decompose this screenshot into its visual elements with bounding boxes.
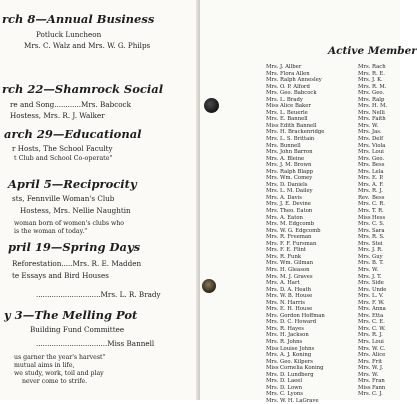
event-detail: Mrs. C. Walz and Mrs. W. G. Philps bbox=[24, 41, 151, 50]
member-name: Etta bbox=[372, 312, 384, 319]
member-name: Loui bbox=[372, 149, 384, 156]
member-name: A. Eaton bbox=[280, 214, 303, 221]
member-title: Mrs. bbox=[358, 371, 371, 378]
member-title: Mrs. bbox=[358, 391, 371, 398]
member-title: Miss bbox=[266, 103, 279, 110]
member-title: Mrs. bbox=[358, 273, 371, 280]
member-name: J. R. bbox=[372, 247, 383, 254]
member-title: Mrs. bbox=[266, 96, 279, 103]
event-detail-text: re and Song bbox=[10, 100, 55, 109]
member-name: Edith Bannell bbox=[280, 122, 317, 129]
member-title: Mrs. bbox=[358, 306, 371, 313]
member-name: E. Bannell bbox=[280, 116, 308, 123]
event-quote: never come to strife. bbox=[22, 378, 88, 385]
member-name: D. C. Howard bbox=[280, 319, 317, 326]
member-title: Mrs. bbox=[266, 208, 279, 215]
member-name: Guy bbox=[372, 253, 383, 260]
event-title: y 3—The Melling Pot bbox=[4, 308, 138, 322]
member-name: Loui bbox=[372, 338, 384, 345]
member-name: A. Hart bbox=[280, 280, 300, 287]
roster-column-2 bbox=[358, 64, 400, 398]
member-name: Fann bbox=[372, 384, 386, 391]
member-entry bbox=[358, 391, 400, 398]
member-name: Louise Johns bbox=[280, 345, 315, 352]
member-name: Rach bbox=[372, 64, 386, 70]
member-name: Geo. bbox=[372, 155, 385, 162]
member-name: Cornelia Koning bbox=[280, 365, 324, 372]
member-name: W. C. bbox=[372, 345, 386, 352]
member-title: Mrs. bbox=[358, 338, 371, 345]
member-title: Mrs. bbox=[358, 293, 371, 300]
member-name: John Barron bbox=[280, 149, 313, 156]
member-title: Mrs. bbox=[266, 168, 279, 175]
event-detail: sts, Fennville Woman's Club bbox=[12, 194, 115, 203]
member-name: R. Funk bbox=[280, 253, 302, 260]
member-title: Mrs. bbox=[266, 371, 279, 378]
member-name: Ralp bbox=[372, 96, 385, 103]
binder-hole-icon bbox=[204, 98, 219, 113]
member-name: R. E. bbox=[372, 70, 385, 77]
member-title: Mrs. bbox=[358, 345, 371, 352]
member-name: Jas. bbox=[372, 129, 382, 136]
member-title: Mrs. bbox=[358, 208, 371, 215]
member-name: C. W. bbox=[372, 325, 386, 332]
event-quote: we study, work, toil and play bbox=[14, 370, 104, 377]
member-title: Mrs. bbox=[266, 306, 279, 313]
member-title: Mrs. bbox=[266, 162, 279, 169]
member-title: Mrs. bbox=[358, 253, 371, 260]
event-quote: is the woman of today." bbox=[14, 228, 88, 235]
member-title: Mrs. bbox=[358, 332, 371, 339]
member-title: Mrs. bbox=[358, 352, 371, 359]
member-name: R. S. bbox=[372, 234, 385, 241]
event-detail: re and Song............Mrs. Babcock bbox=[10, 100, 131, 109]
member-name: M. Edgcomb bbox=[280, 221, 315, 228]
member-title: Mrs. bbox=[358, 188, 371, 195]
member-name: F. W. bbox=[372, 299, 385, 306]
member-name: J. T. bbox=[372, 273, 382, 280]
member-title: Mrs. bbox=[266, 293, 279, 300]
event-detail: Building Fund Committee bbox=[30, 325, 125, 334]
event-presenter: Mrs. R. E. Madden bbox=[72, 259, 142, 268]
member-name: Stei bbox=[372, 240, 383, 247]
member-title: Mrs. bbox=[358, 201, 371, 208]
member-name: W. G. Edgcomb bbox=[280, 227, 321, 234]
member-title: Rev. bbox=[358, 194, 370, 201]
member-name: W. bbox=[372, 371, 379, 378]
event-quote: us garner the year's harvest" bbox=[14, 354, 106, 361]
member-title: Mrs. bbox=[358, 312, 371, 319]
member-name: J. K. bbox=[372, 77, 383, 84]
member-title: Mrs. bbox=[266, 129, 279, 136]
member-title: Mrs. bbox=[266, 384, 279, 391]
member-name: Geo. bbox=[372, 90, 385, 97]
member-name: Bess bbox=[372, 194, 385, 201]
member-title: Mrs. bbox=[266, 181, 279, 188]
member-title: Mrs. bbox=[266, 83, 279, 90]
member-title: Mrs. bbox=[358, 122, 371, 129]
member-title: Mrs. bbox=[266, 234, 279, 241]
member-name: J. E. Devine bbox=[280, 201, 311, 208]
event-quote: mutual aims in life, bbox=[14, 362, 75, 369]
member-name: Ralph Annesley bbox=[280, 77, 322, 84]
event-detail-text: Reforestation bbox=[12, 259, 62, 268]
member-title: Mrs. bbox=[358, 319, 371, 326]
member-name: Geo. Kilpers bbox=[280, 358, 313, 365]
member-name: C. E. bbox=[372, 319, 385, 326]
member-title: Mrs. bbox=[266, 116, 279, 123]
member-name: M. J. Graves bbox=[280, 273, 313, 280]
member-name: C. J. bbox=[372, 391, 383, 398]
member-title: Mrs. bbox=[358, 221, 371, 228]
member-title: Mrs. bbox=[266, 142, 279, 149]
event-detail: Reforestation.....Mrs. R. E. Madden bbox=[12, 259, 142, 268]
member-name: Wm. Comey bbox=[280, 175, 313, 182]
member-title: Mrs. bbox=[358, 378, 371, 385]
member-title: Mrs. bbox=[358, 129, 371, 136]
member-title: Mrs. bbox=[266, 64, 279, 70]
member-title: Mrs. bbox=[266, 358, 279, 365]
member-name: H. M. bbox=[372, 103, 388, 110]
member-name: Sara bbox=[372, 227, 385, 234]
member-name: R. Johns bbox=[280, 338, 303, 345]
member-title: Mrs. bbox=[358, 116, 371, 123]
member-title: Mrs. bbox=[266, 194, 279, 201]
member-title: Mrs. bbox=[358, 266, 371, 273]
member-title: Mrs. bbox=[358, 234, 371, 241]
member-name: Geo. Babcock bbox=[280, 90, 317, 97]
member-name: D. Lown bbox=[280, 384, 303, 391]
member-title: Mrs. bbox=[266, 273, 279, 280]
event-presenter: Mrs. L. R. Brady bbox=[100, 290, 161, 299]
member-title: Mrs. bbox=[266, 201, 279, 208]
member-title: Mrs. bbox=[266, 240, 279, 247]
member-title: Mrs. bbox=[266, 397, 279, 404]
member-name: W. bbox=[372, 122, 379, 129]
member-title: Mrs. bbox=[266, 325, 279, 332]
member-title: Mrs. bbox=[358, 280, 371, 287]
member-name: E. P. bbox=[372, 175, 384, 182]
member-title: Mrs. bbox=[266, 266, 279, 273]
event-detail: .............................Mrs. L. R. Brady bbox=[36, 290, 161, 299]
member-name: R. Freeman bbox=[280, 234, 312, 241]
member-name: F. E. Flint bbox=[280, 247, 307, 254]
member-title: Mrs. bbox=[266, 188, 279, 195]
program-page bbox=[0, 0, 200, 400]
member-title: Mrs. bbox=[358, 96, 371, 103]
member-name: Nelli bbox=[372, 109, 385, 116]
member-name: D. Laeel bbox=[280, 378, 303, 385]
event-quote: woman born of women's clubs who bbox=[14, 220, 125, 227]
event-presenter: Mrs. Babcock bbox=[80, 100, 131, 109]
member-name: Wm. Gilman bbox=[280, 260, 314, 267]
member-name: C. S. bbox=[372, 221, 385, 228]
member-title: Mrs. bbox=[358, 142, 371, 149]
member-name: Unde bbox=[372, 286, 387, 293]
member-title: Mrs. bbox=[358, 286, 371, 293]
member-name: A. Bleine bbox=[280, 155, 305, 162]
member-name: L. M. Dailey bbox=[280, 188, 313, 195]
member-title: Mrs. bbox=[266, 214, 279, 221]
member-title: Mrs. bbox=[266, 312, 279, 319]
member-title: Mrs. bbox=[266, 332, 279, 339]
member-name: Bunnell bbox=[280, 142, 301, 149]
event-detail: Hostess, Mrs. Nellie Naughtin bbox=[20, 206, 131, 215]
member-title: Mrs. bbox=[358, 149, 371, 156]
roster-title: Active Member bbox=[328, 45, 417, 57]
member-title: Mrs. bbox=[266, 352, 279, 359]
member-title: Mrs. bbox=[266, 338, 279, 345]
member-name: W. H. LaGrave bbox=[280, 397, 319, 404]
program-list bbox=[0, 0, 196, 400]
member-name: T. R. bbox=[372, 208, 384, 215]
member-title: Mrs. bbox=[266, 260, 279, 267]
member-title: Mrs. bbox=[358, 90, 371, 97]
event-title: pril 19—Spring Days bbox=[8, 240, 141, 254]
member-entry bbox=[266, 398, 325, 404]
member-name: Anna bbox=[372, 306, 386, 313]
member-title: Mrs. bbox=[358, 175, 371, 182]
member-name: Ralph Blapp bbox=[280, 168, 313, 175]
event-detail: t Club and School Co-operate" bbox=[14, 154, 113, 162]
member-name: D. Daniels bbox=[280, 181, 308, 188]
member-title: Mrs. bbox=[358, 365, 371, 372]
member-title: Mrs. bbox=[358, 325, 371, 332]
member-title: Mrs. bbox=[358, 64, 371, 70]
member-title: Mrs. bbox=[358, 181, 371, 188]
roster-column-1 bbox=[266, 64, 325, 404]
member-name: H. Brackenridge bbox=[280, 129, 325, 136]
member-name: H. Jackson bbox=[280, 332, 309, 339]
event-detail: Hostess, Mrs. R. J. Walker bbox=[10, 111, 105, 120]
member-title: Miss bbox=[358, 384, 371, 391]
member-name: L. S. Brittain bbox=[280, 136, 315, 143]
member-name: O. P. Alford bbox=[280, 83, 310, 90]
member-name: Theo. Eaton bbox=[280, 208, 313, 215]
member-title: Mrs. bbox=[266, 90, 279, 97]
member-name: E. H. House bbox=[280, 306, 313, 313]
member-title: Mrs. bbox=[266, 319, 279, 326]
event-detail: te Essays and Bird Houses bbox=[12, 271, 109, 280]
member-title: Mrs. bbox=[358, 227, 371, 234]
member-title: Mrs. bbox=[266, 175, 279, 182]
member-title: Mrs. bbox=[358, 83, 371, 90]
event-detail: ................................Miss Bannell bbox=[36, 339, 155, 348]
member-title: Mrs. bbox=[358, 260, 371, 267]
member-title: Mrs. bbox=[266, 391, 279, 398]
member-title: Mrs. bbox=[358, 103, 371, 110]
member-title: Mrs. bbox=[266, 149, 279, 156]
member-title: Mrs. bbox=[266, 247, 279, 254]
event-title: rch 8—Annual Business bbox=[2, 12, 155, 26]
member-title: Mrs. bbox=[266, 253, 279, 260]
member-title: Mrs. bbox=[266, 221, 279, 228]
member-name: Frit bbox=[372, 358, 383, 365]
member-title: Mrs. bbox=[266, 227, 279, 234]
member-name: W. bbox=[372, 266, 379, 273]
member-name: J. M. Brown bbox=[280, 162, 312, 169]
member-name: D. A. Heath bbox=[280, 286, 312, 293]
member-title: Mrs. bbox=[358, 155, 371, 162]
member-title: Mrs. bbox=[266, 286, 279, 293]
member-title: Mrs. bbox=[358, 136, 371, 143]
member-title: Miss bbox=[358, 214, 371, 221]
member-title: Mrs. bbox=[266, 280, 279, 287]
member-name: Delf bbox=[372, 136, 384, 143]
member-title: Mrs. bbox=[266, 70, 279, 77]
member-name: J. Allber bbox=[280, 64, 302, 70]
member-name: C. R. bbox=[372, 201, 385, 208]
member-title: Mrs. bbox=[358, 247, 371, 254]
member-name: H. Gleason bbox=[280, 266, 310, 273]
member-title: Mrs. bbox=[358, 109, 371, 116]
member-name: Faith bbox=[372, 116, 386, 123]
member-title: Mrs. bbox=[266, 155, 279, 162]
event-presenter: Miss Bannell bbox=[107, 339, 155, 348]
member-title: Mrs. bbox=[266, 378, 279, 385]
member-name: Bess bbox=[372, 162, 385, 169]
member-name: R. J. bbox=[372, 332, 383, 339]
member-title: Mrs. bbox=[358, 358, 371, 365]
event-detail: r Hosts, The School Faculty bbox=[12, 144, 113, 153]
member-name: B. T. bbox=[372, 260, 384, 267]
member-name: L. Brady bbox=[280, 96, 303, 103]
member-name: D. Lundberg bbox=[280, 371, 314, 378]
member-title: Miss bbox=[266, 122, 279, 129]
member-title: Mrs. bbox=[358, 162, 371, 169]
member-title: Mrs. bbox=[358, 168, 371, 175]
member-name: A. Davis bbox=[280, 194, 303, 201]
member-name: Alice bbox=[372, 352, 386, 359]
member-name: R. Hayes bbox=[280, 325, 304, 332]
member-name: R. J. bbox=[372, 188, 383, 195]
member-name: Lela bbox=[372, 168, 384, 175]
member-name: L. Beuerle bbox=[280, 109, 308, 116]
member-title: Mrs. bbox=[358, 299, 371, 306]
member-name: Fran bbox=[372, 378, 385, 385]
member-name: W. J. bbox=[372, 365, 384, 372]
member-name: W. B. House bbox=[280, 293, 313, 300]
member-title: Mrs. bbox=[358, 70, 371, 77]
member-name: Flora Allen bbox=[280, 70, 310, 77]
member-title: Mrs. bbox=[358, 77, 371, 84]
member-title: Mrs. bbox=[266, 299, 279, 306]
member-name: A. F. bbox=[372, 181, 384, 188]
member-name: Side bbox=[372, 280, 384, 287]
member-name: Viola bbox=[372, 142, 386, 149]
event-title: rch 22—Shamrock Social bbox=[2, 82, 164, 96]
binder-hole-icon bbox=[202, 279, 216, 293]
member-title: Miss bbox=[266, 365, 279, 372]
member-title: Mrs. bbox=[358, 240, 371, 247]
member-title: Miss bbox=[266, 345, 279, 352]
member-name: N. Harris bbox=[280, 299, 305, 306]
event-title: arch 29—Educational bbox=[4, 127, 142, 141]
member-name: F. F. Fursman bbox=[280, 240, 317, 247]
event-detail: Potluck Luncheon bbox=[36, 30, 102, 39]
member-name: Alice Baker bbox=[280, 103, 311, 110]
member-title: Mrs. bbox=[266, 109, 279, 116]
member-name: C. Lyons bbox=[280, 391, 303, 398]
member-name: A. J. Koning bbox=[280, 352, 312, 359]
member-name: Hess bbox=[372, 214, 386, 221]
member-name: R. M. bbox=[372, 83, 387, 90]
member-name: Gordon Hoffman bbox=[280, 312, 325, 319]
member-title: Mrs. bbox=[266, 77, 279, 84]
event-title: April 5—Reciprocity bbox=[8, 177, 137, 191]
member-name: L. V. bbox=[372, 293, 384, 300]
roster-page bbox=[200, 0, 417, 404]
member-title: Mrs. bbox=[266, 136, 279, 143]
